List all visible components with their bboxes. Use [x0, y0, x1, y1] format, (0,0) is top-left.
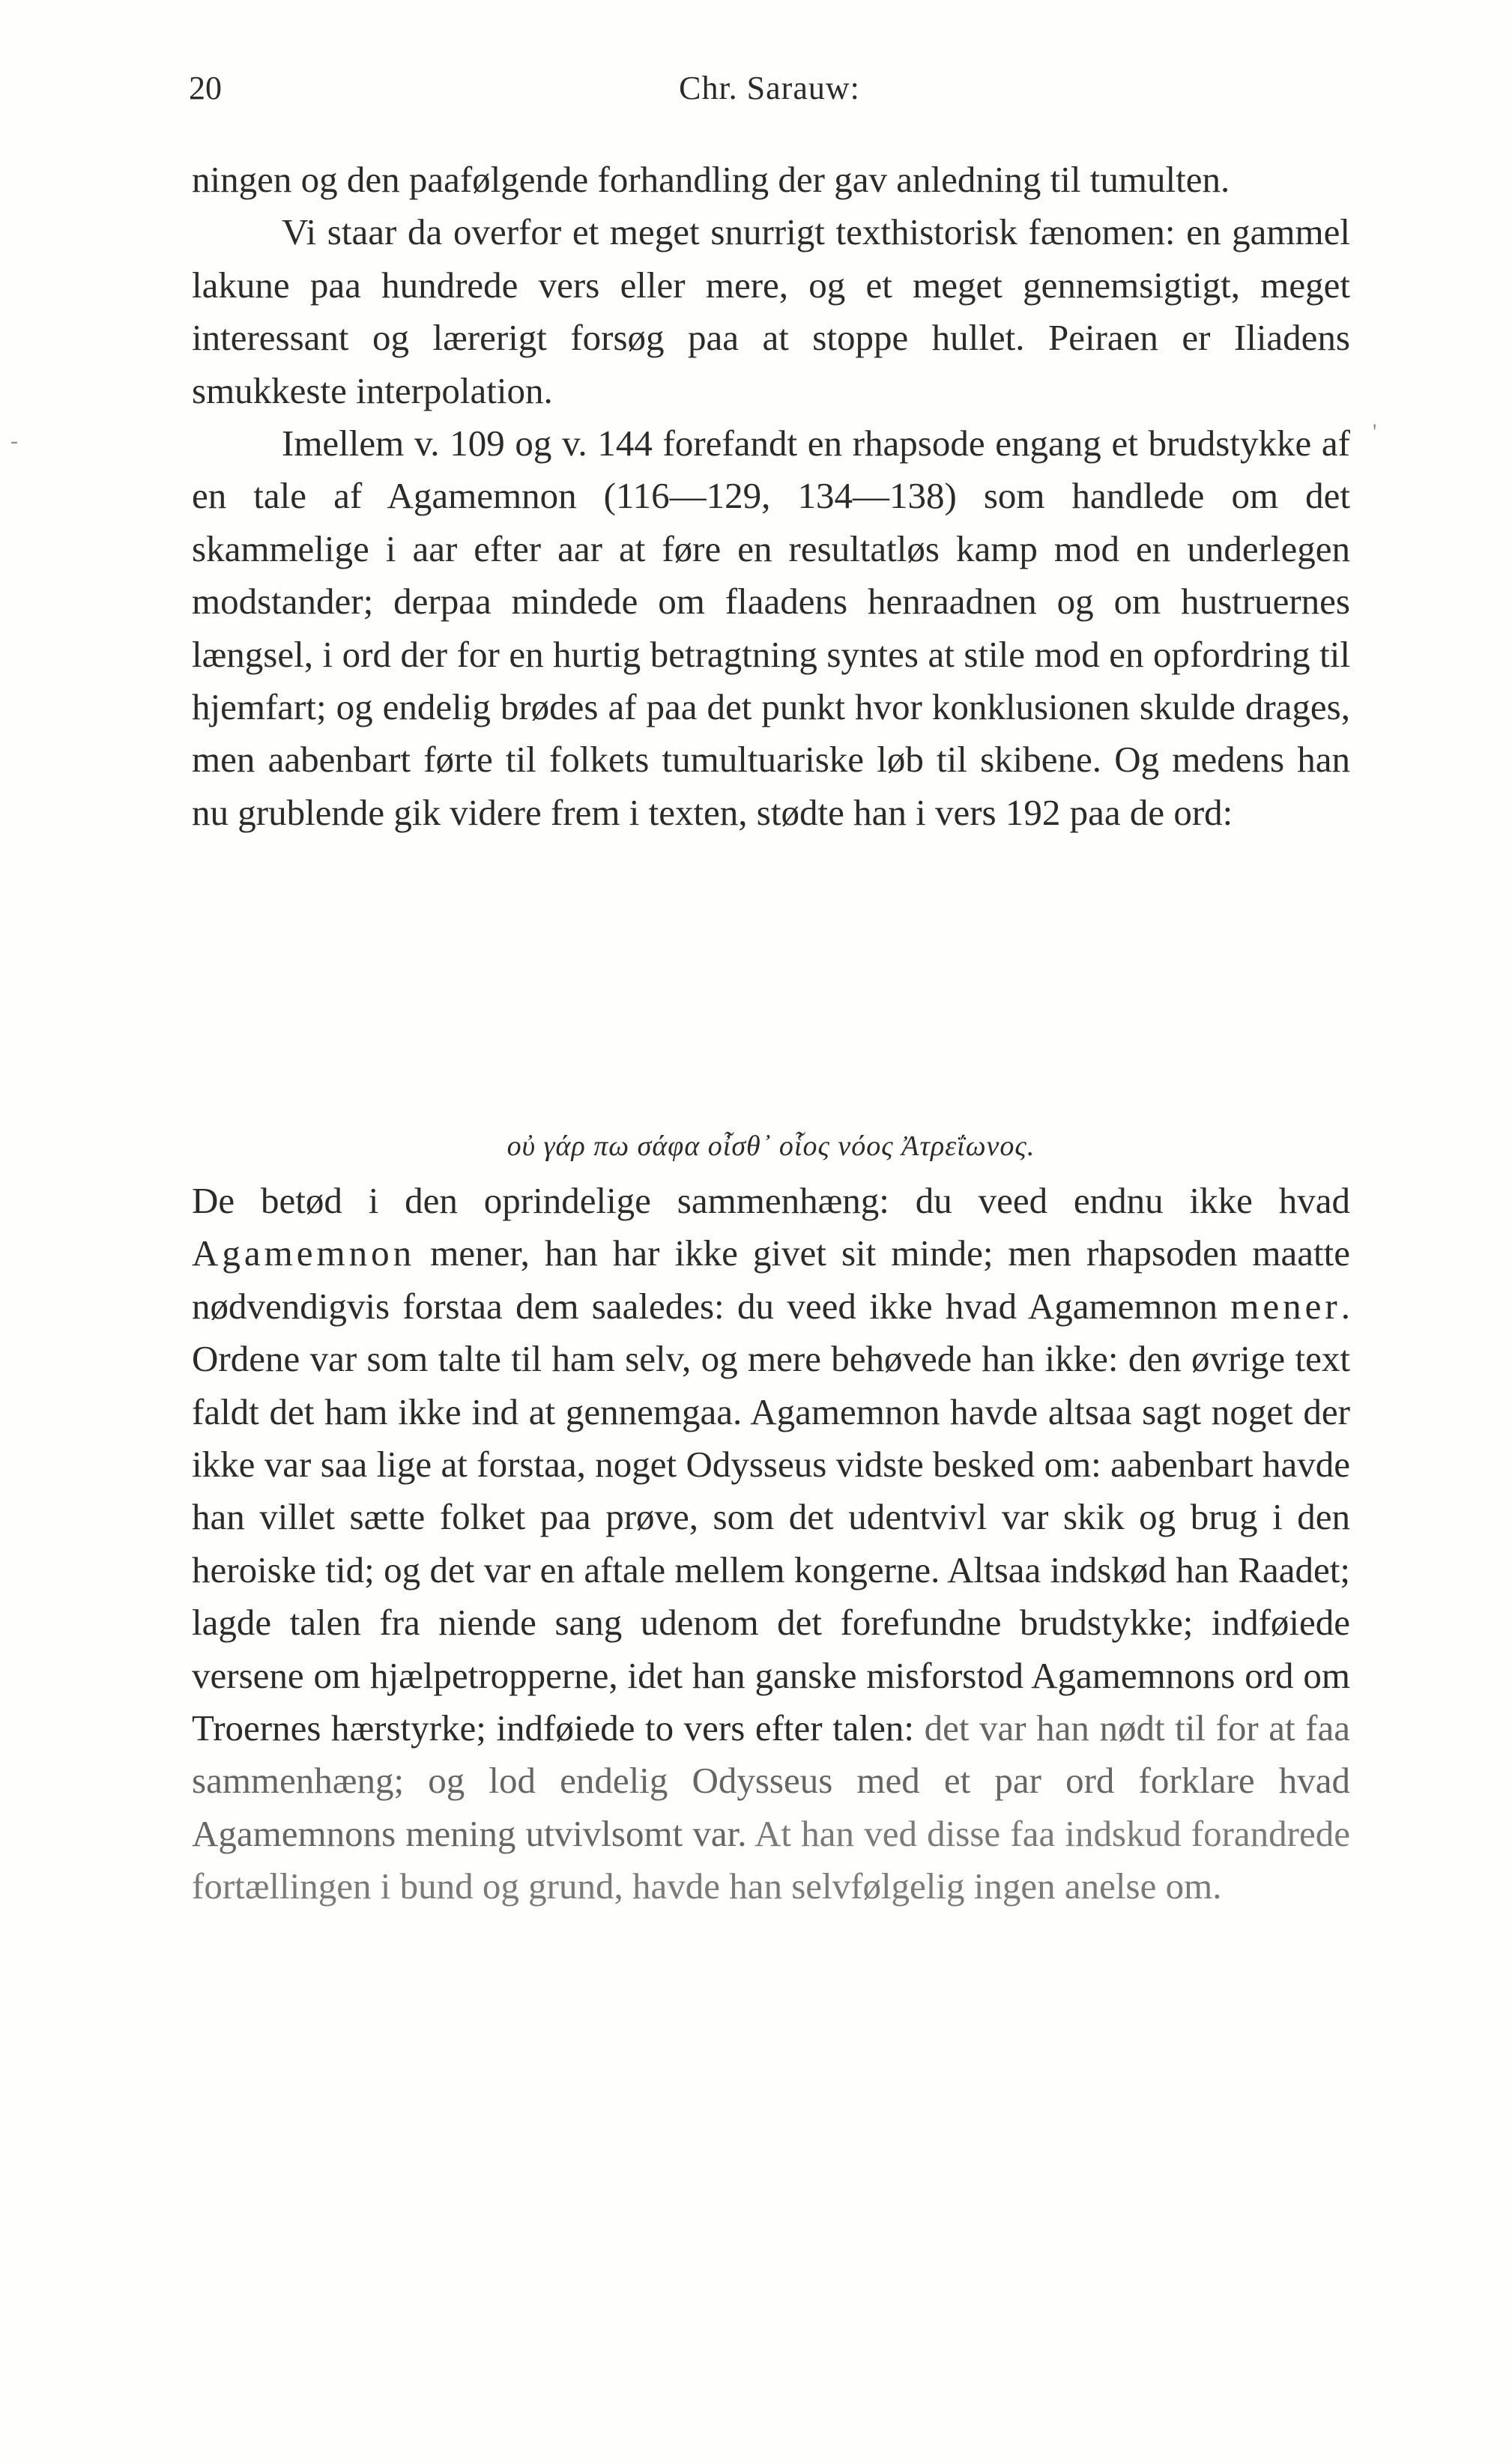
- paragraph-text: . Ordene var som talte til ham selv, og mere behøvede han ikke: den øvrige text faldt det ham ikke ind at gennemgaa. Agamemnon havde altsaa sagt noget der ikke var saa lige at forstaa, noget Odysseus vidste besked om: aabenbart havde han villet sætte folket paa prøve, som det udentvivl var skik og brug i den heroiske tid; og det var en aftale mellem kongerne. Altsaa indskød han Raadet; lagde talen fra niende sang udenom det forefundne brudstykke; indføiede versene om hjælpetropperne, idet han ganske misforstod Agamemnons ord om Troernes hærstyrke; indføiede to vers efter talen:: [192, 1285, 1350, 1749]
- paragraph-text: mener, han har ikke givet sit minde; men rhapsoden maatte nødvendigvis forstaa dem saaledes: du veed ikke hvad Agamemnon: [192, 1232, 1350, 1327]
- paragraph-text: De betød i den oprindelige sammenhæng: du veed endnu ikke hvad: [192, 1180, 1350, 1221]
- greek-verse-quote: οὐ γάρ πω σάφα οἶσθ᾽ οἷος νόος Ἀτρεΐωνος.: [506, 1130, 1035, 1162]
- body-text-top: [192, 154, 1350, 839]
- margin-mark-left: -: [10, 429, 18, 453]
- paragraph-text-faded: At han ved disse faa indskud forandrede fortællingen i bund og grund, havde han selvfølgelig ingen anelse om.: [192, 1812, 1350, 1907]
- paragraph: ningen og den paafølgende forhandling der gav anledning til tumulten.: [192, 159, 1230, 200]
- paragraph-text-faded: det var han nødt til for at faa sammenhæng; og lod endelig Odysseus med et par ord forklare hvad Agamemnons mening utvivlsomt var.: [192, 1707, 1350, 1854]
- emphasis-mener: mener: [1230, 1285, 1341, 1327]
- paragraph: Vi staar da overfor et meget snurrigt texthistorisk fænomen: en gammel lakune paa hundrede vers eller mere, og et meget gennemsigtigt, meget interessant og lærerigt forsøg paa at stoppe hullet. Peiraen er Iliadens smukkeste interpolation.: [192, 211, 1350, 411]
- paragraph: [192, 1175, 1350, 1913]
- emphasis-agamemnon: Agamemnon: [192, 1232, 416, 1274]
- running-title: Chr. Sarauw:: [679, 70, 860, 106]
- paragraph: Imellem v. 109 og v. 144 forefandt en rhapsode engang et brudstykke af en tale af Agamemnon (116—129, 134—138) som handlede om det skammelige i aar efter aar at føre en resultatløs kamp mod en underlegen modstander; derpaa mindede om flaadens henraadnen og om hustruernes længsel, i ord der for en hurtig betragtning syntes at stile mod en opfordring til hjemfart; og endelig brødes af paa det punkt hvor konklusionen skulde drages, men aabenbart førte til folkets tumultuariske løb til skibene. Og medens han nu grublende gik videre frem i texten, stødte han i vers 192 paa de ord:: [192, 423, 1350, 833]
- page-number: 20: [189, 70, 222, 106]
- running-head: [189, 66, 1350, 111]
- margin-mark-right: ': [1373, 420, 1377, 444]
- body-text-bottom: [192, 1175, 1350, 1913]
